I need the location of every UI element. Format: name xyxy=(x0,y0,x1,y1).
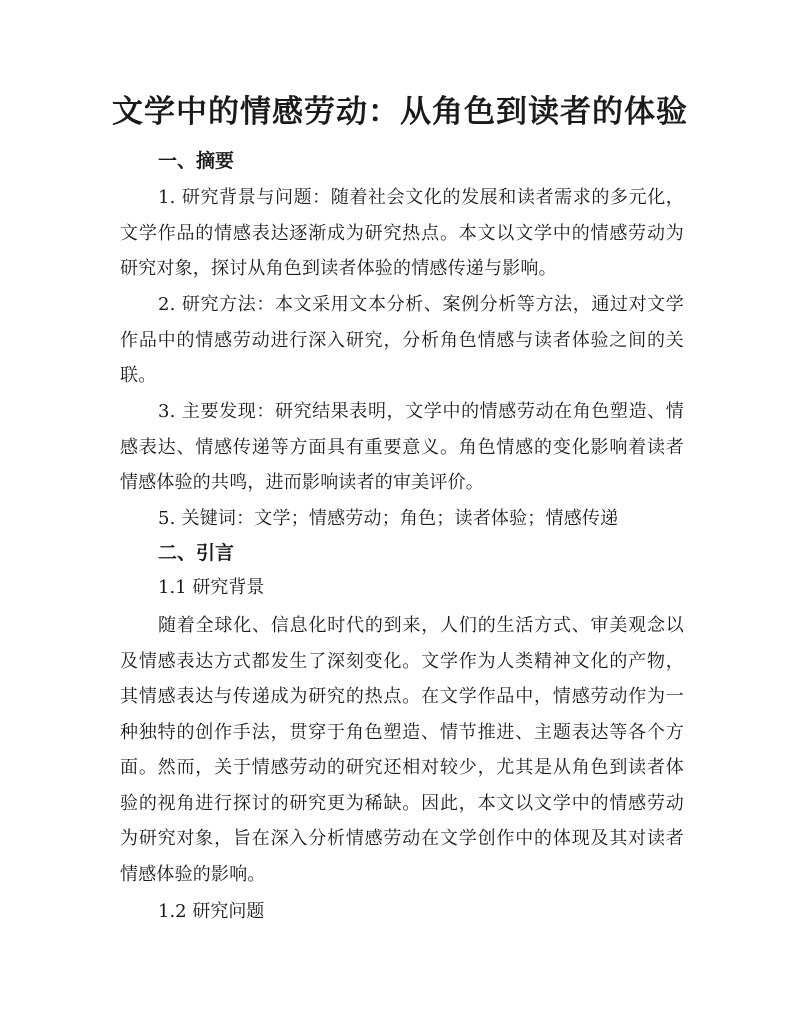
section-heading-introduction: 二、引言 xyxy=(158,542,235,564)
abstract-item-findings: 3. 主要发现：研究结果表明，文学中的情感劳动在角色塑造、情感表达、情感传递等方面具有重要意义。角色情感的变化影响着读者情感体验的共鸣，进而影响读者的审美评价。 xyxy=(120,401,684,493)
abstract-item-background: 1. 研究背景与问题：随着社会文化的发展和读者需求的多元化，文学作品的情感表达逐渐成为研究热点。本文以文学中的情感劳动为研究对象，探讨从角色到读者体验的情感传递与影响。 xyxy=(120,187,684,279)
abstract-item-method: 2. 研究方法：本文采用文本分析、案例分析等方法，通过对文学作品中的情感劳动进行深入研究，分析角色情感与读者体验之间的关联。 xyxy=(120,294,684,386)
subsection-heading-research-question: 1.2 研究问题 xyxy=(158,901,265,922)
section-heading-abstract: 一、摘要 xyxy=(158,150,235,172)
abstract-item-keywords: 5. 关键词：文学；情感劳动；角色；读者体验；情感传递 xyxy=(158,508,619,529)
document-title: 文学中的情感劳动：从角色到读者的体验 xyxy=(112,94,688,130)
background-paragraph: 随着全球化、信息化时代的到来，人们的生活方式、审美观念以及情感表达方式都发生了深刻变化。文学作为人类精神文化的产物，其情感表达与传递成为研究的热点。在文学作品中，情感劳动作为一种独特的创作手法，贯穿于角色塑造、情节推进、主题表达等各个方面。然而，关于情感劳动的研究还相对较少，尤其是从角色到读者体验的视角进行探讨的研究更为稀缺。因此，本文以文学中的情感劳动为研究对象，旨在深入分析情感劳动在文学创作中的体现及其对读者情感体验的影响。 xyxy=(120,615,684,885)
subsection-heading-background: 1.1 研究背景 xyxy=(158,577,265,598)
